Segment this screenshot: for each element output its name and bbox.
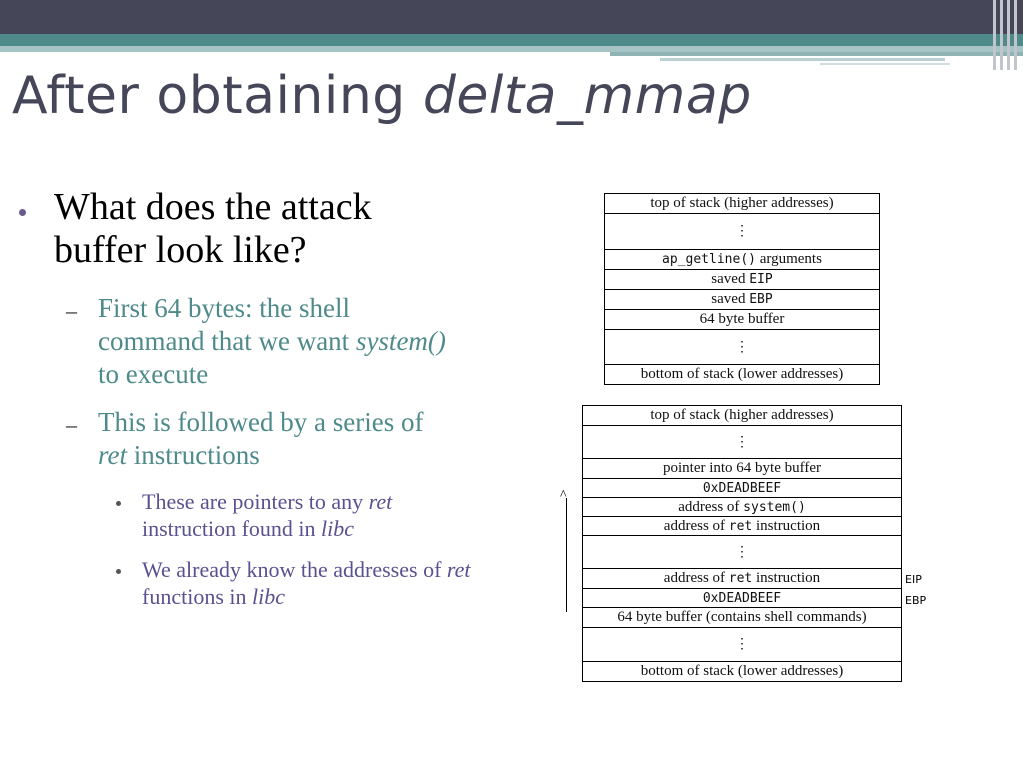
dash-bullet: –	[66, 298, 77, 323]
stack-cell-saved-eip: saved EIP	[605, 270, 880, 290]
stack-cell-vdots: ⋮	[605, 214, 880, 250]
stack-diagram-attack	[582, 405, 902, 682]
bullet-level2-first-64-bytes: First 64 bytes: the shell command that we want system() to execute	[98, 293, 446, 389]
bullet-level3-pointers: These are pointers to any ret instruction found in libc	[142, 489, 393, 541]
header-accent-line	[660, 58, 945, 61]
bullet-level1: What does the attack buffer look like?	[54, 186, 372, 271]
slide-title: After obtaining delta_mmap	[12, 66, 752, 126]
ebp-label: EBP	[905, 594, 927, 607]
stack-cell-pointer: pointer into 64 byte buffer	[583, 459, 902, 479]
stack-cell-top: top of stack (higher addresses)	[583, 406, 902, 426]
stack-cell-bottom: bottom of stack (lower addresses)	[583, 662, 902, 682]
up-arrow-icon: ^	[560, 488, 567, 503]
stack-cell-arguments: ap_getline() arguments	[605, 250, 880, 270]
header-vertical-bar	[993, 0, 996, 70]
stack-cell-buffer: 64 byte buffer	[605, 310, 880, 330]
bullet-level2-ret-series: This is followed by a series of ret instructions	[98, 407, 424, 470]
stack-cell-vdots: ⋮	[583, 628, 902, 662]
bullet-dot	[19, 209, 26, 216]
header-accent-line	[610, 52, 1023, 56]
dash-bullet: –	[66, 412, 77, 437]
bullet-dot	[116, 569, 121, 574]
bullet-level3-addresses: We already know the addresses of ret functions in libc	[142, 557, 471, 609]
header-vertical-bar	[1014, 0, 1017, 70]
header-vertical-bar	[1007, 0, 1010, 70]
stack-cell-ret-address: address of ret instruction	[583, 517, 902, 536]
stack-cell-deadbeef: 0xDEADBEEF	[583, 479, 902, 498]
stack-cell-ret-address: address of ret instruction	[583, 569, 902, 589]
stack-diagram-original	[604, 193, 880, 385]
header-band	[0, 0, 1023, 34]
stack-cell-top: top of stack (higher addresses)	[605, 194, 880, 214]
eip-label: EIP	[905, 573, 922, 586]
header-accent-line	[820, 63, 950, 65]
stack-cell-deadbeef: 0xDEADBEEF	[583, 589, 902, 608]
stack-cell-shell-buffer: 64 byte buffer (contains shell commands)	[583, 608, 902, 628]
header-vertical-bar	[1000, 0, 1003, 70]
stack-cell-bottom: bottom of stack (lower addresses)	[605, 365, 880, 385]
stack-cell-vdots: ⋮	[605, 330, 880, 365]
stack-cell-system-address: address of system()	[583, 498, 902, 517]
stack-cell-vdots: ⋮	[583, 536, 902, 569]
bullet-dot	[116, 501, 121, 506]
stack-cell-vdots: ⋮	[583, 426, 902, 459]
growth-arrow-shaft	[566, 498, 567, 612]
header-stripe	[0, 34, 1023, 46]
stack-cell-saved-ebp: saved EBP	[605, 290, 880, 310]
